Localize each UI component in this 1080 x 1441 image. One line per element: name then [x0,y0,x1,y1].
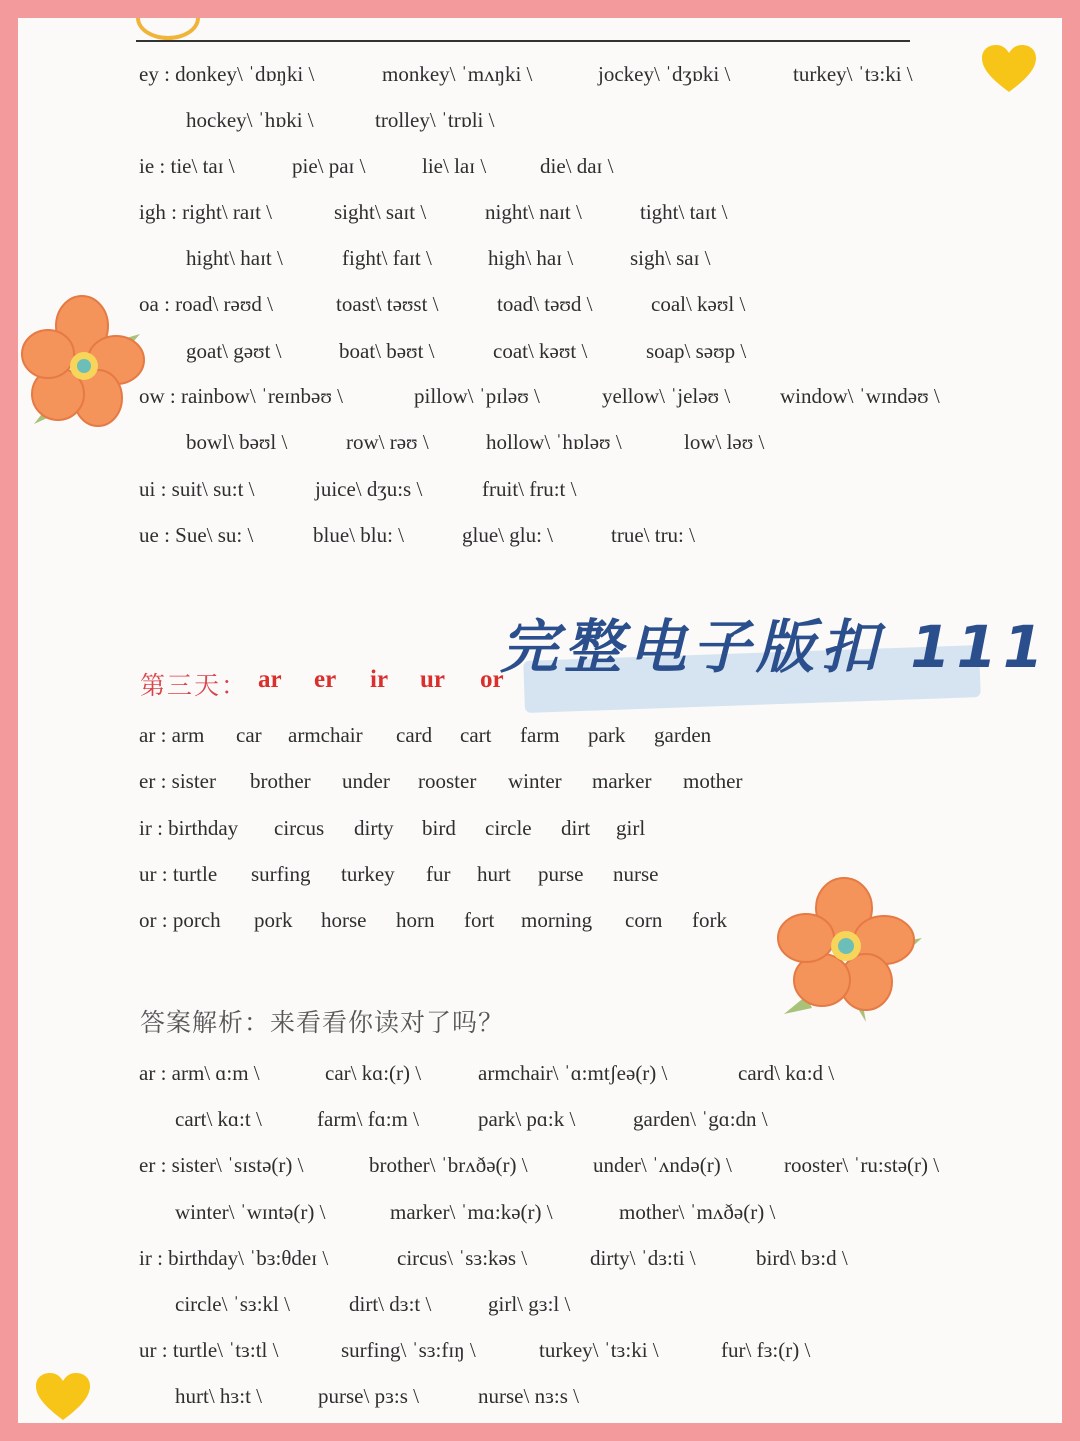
word-item: garden\ ˈgɑ:dn \ [633,1107,768,1131]
word-item: armchair\ ˈɑ:mtʃeə(r) \ [478,1061,668,1085]
word-item: corn [625,908,663,932]
word-item: fruit\ fru:t \ [482,477,577,501]
word-item: fort [464,908,495,932]
word-item: pie\ paɪ \ [292,154,366,178]
word-item: cart\ kɑ:t \ [175,1107,262,1131]
answer-section-title: 答案解析：来看看你读对了吗？ [140,1010,505,1037]
day3-heading [140,666,504,702]
word-item: girl\ gɜ:l \ [488,1292,571,1316]
word-item: coal\ kəʊl \ [651,292,746,316]
row-label: or : porch [139,908,221,932]
word-item: circle\ ˈsɜ:kl \ [175,1292,290,1316]
word-item: girl [616,816,646,840]
word-item: purse [538,862,584,886]
row-label: ur : turtle\ ˈtɜ:tl \ [139,1338,279,1362]
word-item: under\ ˈʌndə(r) \ [593,1153,732,1177]
word-item: mother [683,769,743,793]
word-item: farm\ fɑ:m \ [317,1107,419,1131]
row-label: ie : tie\ taɪ \ [139,154,235,178]
word-item: jockey\ ˈdʒɒki \ [598,62,731,86]
word-item: hockey\ ˈhɒki \ [186,108,314,132]
row-label: ur : turtle [139,862,218,886]
word-item: pork [254,908,293,932]
word-item: circus\ ˈsɜ:kəs \ [397,1246,528,1270]
word-item: boat\ bəʊt \ [339,339,435,363]
word-item: true\ tru: \ [611,523,695,547]
word-item: sight\ saɪt \ [334,200,427,224]
day3-sound: er [314,666,337,693]
day3-title: 第三天： [140,673,249,700]
word-item: turkey\ ˈtɜ:ki \ [793,62,913,86]
word-item: circus [274,816,325,840]
word-item: yellow\ ˈjeləʊ \ [602,384,731,408]
day3-sound: ar [258,666,282,693]
word-item: horn [396,908,435,932]
word-item: dirty\ ˈdɜ:ti \ [590,1246,696,1270]
word-item: garden [654,723,712,747]
row-label: ar : arm\ ɑ:m \ [139,1061,260,1085]
row-label: oa : road\ rəʊd \ [139,292,273,316]
header-rule [136,40,910,42]
word-item: morning [521,908,593,932]
flower-icon [766,874,926,1024]
word-item: fur [426,862,451,886]
word-item: under [342,769,390,793]
word-item: rooster\ ˈru:stə(r) \ [784,1153,940,1177]
word-item: rooster [418,769,477,793]
word-item: window\ ˈwɪndəʊ \ [780,384,940,408]
watermark-text: 完整电子版扣 111 [500,613,1050,681]
word-item: card\ kɑ:d \ [738,1061,835,1085]
row-label: ir : birthday\ ˈbɜ:θdeɪ \ [139,1246,329,1270]
word-item: winter\ ˈwɪntə(r) \ [175,1200,326,1224]
word-item: car [236,723,262,747]
word-item: cart [460,723,492,747]
word-item: lie\ laɪ \ [422,154,487,178]
word-item: goat\ gəʊt \ [186,339,282,363]
word-item: coat\ kəʊt \ [493,339,588,363]
word-item: dirt\ dɜ:t \ [349,1292,432,1316]
word-item: brother [250,769,311,793]
word-item: turkey\ ˈtɜ:ki \ [539,1338,659,1362]
word-item: soap\ səʊp \ [646,339,747,363]
word-item: armchair [288,723,363,747]
row-label: ar : arm [139,723,205,747]
row-label: ue : Sue\ su: \ [139,523,254,547]
word-item: bird [422,816,456,840]
word-item: nurse\ nɜ:s \ [478,1384,579,1408]
day3-sound: ur [420,666,445,693]
word-item: turkey [341,862,395,886]
word-item: toast\ təʊst \ [336,292,439,316]
word-item: nurse [613,862,659,886]
word-item: dirty [354,816,394,840]
word-item: surfing [251,862,311,886]
word-item: hurt\ hɜ:t \ [175,1384,262,1408]
heart-icon [34,1372,92,1422]
word-item: surfing\ ˈsɜ:fɪŋ \ [341,1338,476,1362]
document-page [18,18,1062,1423]
word-item: glue\ glu: \ [462,523,553,547]
word-item: pillow\ ˈpɪləʊ \ [414,384,540,408]
word-item: monkey\ ˈmʌŋki \ [382,62,533,86]
row-label: ey : donkey\ ˈdɒŋki \ [139,62,315,86]
word-item: card [396,723,433,747]
word-item: dirt [561,816,591,840]
word-item: marker [592,769,652,793]
word-item: low\ ləʊ \ [684,430,765,454]
word-item: row\ rəʊ \ [346,430,429,454]
row-label: ir : birthday [139,816,239,840]
row-label: ow : rainbow\ ˈreɪnbəʊ \ [139,384,343,408]
word-item: fight\ faɪt \ [342,246,432,270]
word-item: high\ haɪ \ [488,246,574,270]
word-item: night\ naɪt \ [485,200,582,224]
word-item: fur\ fɜ:(r) \ [721,1338,811,1362]
word-item: hollow\ ˈhɒləʊ \ [486,430,622,454]
heart-icon [980,44,1038,94]
word-item: purse\ pɜ:s \ [318,1384,419,1408]
word-item: juice\ dʒu:s \ [315,477,423,501]
row-label: ui : suit\ su:t \ [139,477,255,501]
word-item: winter [508,769,562,793]
word-item: blue\ blu: \ [313,523,404,547]
row-label: igh : right\ raɪt \ [139,200,272,224]
word-item: car\ kɑ:(r) \ [325,1061,422,1085]
word-item: park [588,723,626,747]
word-item: hight\ haɪt \ [186,246,283,270]
binder-ring-icon [136,18,200,40]
day3-sound: or [480,666,504,693]
word-item: toad\ təʊd \ [497,292,593,316]
word-item: bowl\ bəʊl \ [186,430,288,454]
word-item: marker\ ˈmɑ:kə(r) \ [390,1200,553,1224]
word-item: park\ pɑ:k \ [478,1107,576,1131]
word-item: mother\ ˈmʌðə(r) \ [619,1200,776,1224]
word-item: horse [321,908,367,932]
word-item: trolley\ ˈtrɒli \ [375,108,495,132]
word-item: die\ daɪ \ [540,154,614,178]
row-label: er : sister [139,769,216,793]
word-item: bird\ bɜ:d \ [756,1246,848,1270]
word-item: farm [520,723,560,747]
day3-sound: ir [370,666,389,693]
word-item: circle [485,816,532,840]
row-label: er : sister\ ˈsɪstə(r) \ [139,1153,304,1177]
word-item: fork [692,908,727,932]
word-item: brother\ ˈbrʌðə(r) \ [369,1153,528,1177]
word-item: tight\ taɪt \ [640,200,728,224]
word-item: sigh\ saɪ \ [630,246,711,270]
flower-icon [18,290,152,430]
word-item: hurt [477,862,511,886]
